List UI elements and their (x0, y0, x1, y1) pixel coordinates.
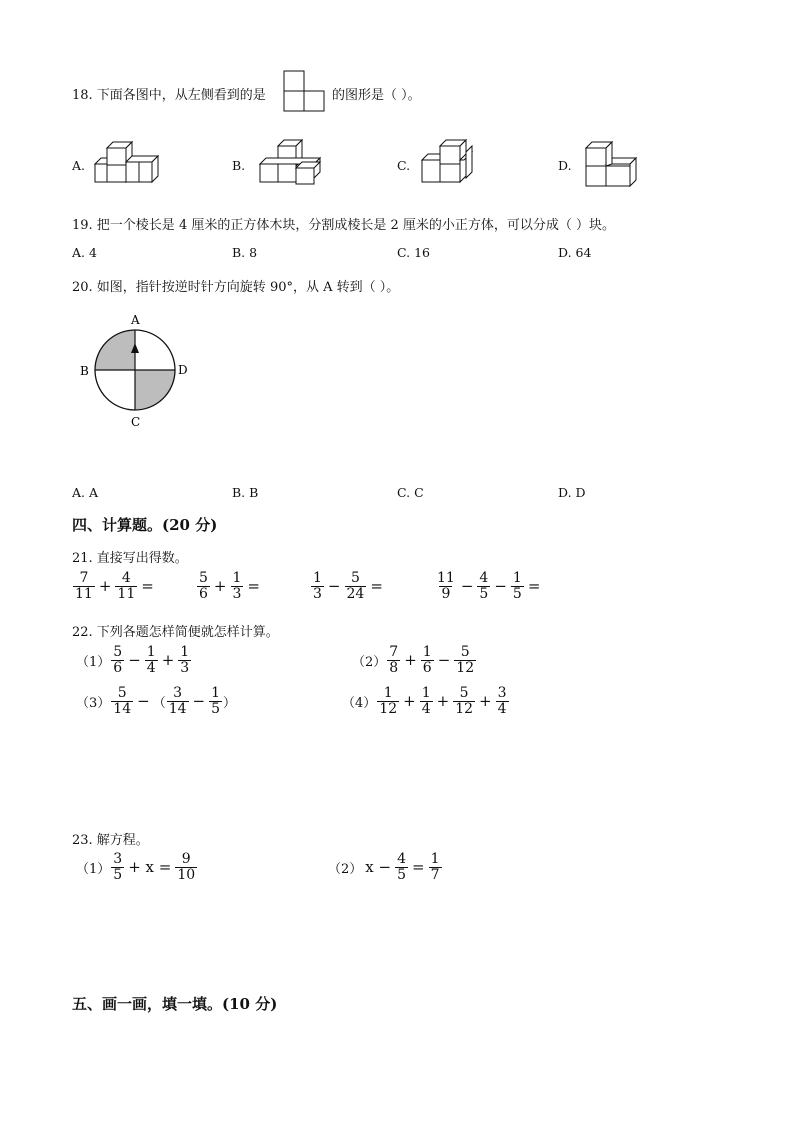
fraction: $\frac{1}{7}$ (430, 851, 440, 883)
dial-label-left: B (80, 364, 89, 378)
q21-expr-4: $\frac{11}{9}$ − $\frac{4}{5}$ − $\frac{1}{5}$ = (437, 570, 541, 602)
fraction: $\frac{5}{6}$ (113, 644, 123, 676)
fraction: $\frac{7}{11}$ (75, 570, 93, 602)
q21-expr-1: $\frac{7}{11}$ + $\frac{4}{11}$ = (75, 570, 154, 602)
fraction: $\frac{1}{3}$ (180, 644, 190, 676)
q19-option-a[interactable]: A. 4 (72, 245, 97, 260)
q22-problem-1: （1） $\frac{5}{6}$ − $\frac{1}{4}$ + $\frac{1}{3}$ (76, 644, 190, 676)
dial-label-right: D (178, 363, 188, 377)
q20-option-d[interactable]: D. D (558, 485, 586, 500)
q22-problem-4: （4） $\frac{1}{12}$ + $\frac{1}{4}$ + $\frac{5}{12}$ + $\frac{3}{4}$ (342, 685, 507, 717)
q22-problem-3: （3） $\frac{5}{14}$ − （ $\frac{3}{14}$ − $\frac{1}{5}$ ） (76, 685, 237, 717)
q20-option-a[interactable]: A. A (72, 485, 99, 500)
fraction: $\frac{5}{24}$ (346, 570, 365, 602)
q21-expr-3: $\frac{1}{3}$ − $\frac{5}{24}$ = (313, 570, 383, 602)
fraction: $\frac{1}{12}$ (379, 685, 398, 717)
fraction: $\frac{5}{12}$ (455, 685, 474, 717)
q20-dial-figure (76, 308, 196, 432)
q22-text: 22. 下列各题怎样简便就怎样计算。 (72, 625, 279, 640)
q23-equation-2: （2） x − $\frac{4}{5}$ = $\frac{1}{7}$ (328, 851, 440, 883)
fraction: $\frac{5}{14}$ (113, 685, 132, 717)
fraction: $\frac{1}{5}$ (211, 685, 221, 717)
fraction: $\frac{1}{3}$ (232, 570, 242, 602)
q19-option-b[interactable]: B. 8 (232, 245, 258, 260)
q23-text: 23. 解方程。 (72, 833, 149, 848)
q23-equation-1: （1） $\frac{3}{5}$ + x = $\frac{9}{10}$ (76, 851, 196, 883)
q18-option-b[interactable]: B. (232, 158, 246, 173)
q18-left-view-figure (283, 70, 325, 112)
dial-label-top: A (131, 313, 140, 327)
q18-figure-d (582, 140, 640, 188)
fraction: $\frac{3}{14}$ (168, 685, 187, 717)
q19-text: 19. 把一个棱长是 4 厘米的正方体木块，分割成棱长是 2 厘米的小正方体，可以分成（ ）块。 (72, 218, 616, 233)
q20-option-c[interactable]: C. C (397, 485, 424, 500)
fraction: $\frac{1}{6}$ (422, 644, 432, 676)
q22-problem-2: （2） $\frac{7}{8}$ + $\frac{1}{6}$ − $\frac{5}{12}$ (352, 644, 475, 676)
fraction: $\frac{4}{11}$ (117, 570, 136, 602)
fraction: $\frac{4}{5}$ (479, 570, 489, 602)
fraction: $\frac{9}{10}$ (177, 851, 196, 883)
fraction: $\frac{3}{5}$ (113, 851, 123, 883)
fraction: $\frac{3}{4}$ (497, 685, 507, 717)
q18-figure-c (420, 140, 476, 186)
q18-suffix: 的图形是（ ）。 (332, 88, 421, 103)
q20-text: 20. 如图，指针按逆时针方向旋转 90°，从 A 转到（ ）。 (72, 280, 400, 295)
q19-option-c[interactable]: C. 16 (397, 245, 430, 260)
q18-figure-a (94, 140, 164, 186)
fraction: $\frac{5}{6}$ (199, 570, 208, 602)
q18-figure-b (258, 138, 324, 186)
fraction: $\frac{4}{5}$ (397, 851, 406, 883)
section-4-title: 四、计算题。(20 分) (72, 516, 218, 534)
dial-label-bottom: C (131, 415, 141, 429)
fraction: $\frac{1}{4}$ (421, 685, 431, 717)
fraction: $\frac{1}{3}$ (313, 570, 322, 602)
q20-option-b[interactable]: B. B (232, 485, 259, 500)
section-5-title: 五、画一画，填一填。(10 分) (72, 995, 278, 1013)
fraction: $\frac{11}{9}$ (437, 570, 455, 602)
q18-option-a[interactable]: A. (72, 158, 86, 173)
fraction: $\frac{7}{8}$ (389, 644, 399, 676)
fraction: $\frac{1}{5}$ (512, 570, 522, 602)
q19-option-d[interactable]: D. 64 (558, 245, 592, 260)
q18-option-c[interactable]: C. (397, 158, 411, 173)
q21-expr-2: $\frac{5}{6}$ + $\frac{1}{3}$ = (199, 570, 260, 602)
fraction: $\frac{1}{4}$ (146, 644, 156, 676)
q21-text: 21. 直接写出得数。 (72, 551, 188, 566)
fraction: $\frac{5}{12}$ (456, 644, 475, 676)
q18-option-d[interactable]: D. (558, 158, 572, 173)
q18-prefix: 18. 下面各图中，从左侧看到的是 (72, 88, 266, 103)
